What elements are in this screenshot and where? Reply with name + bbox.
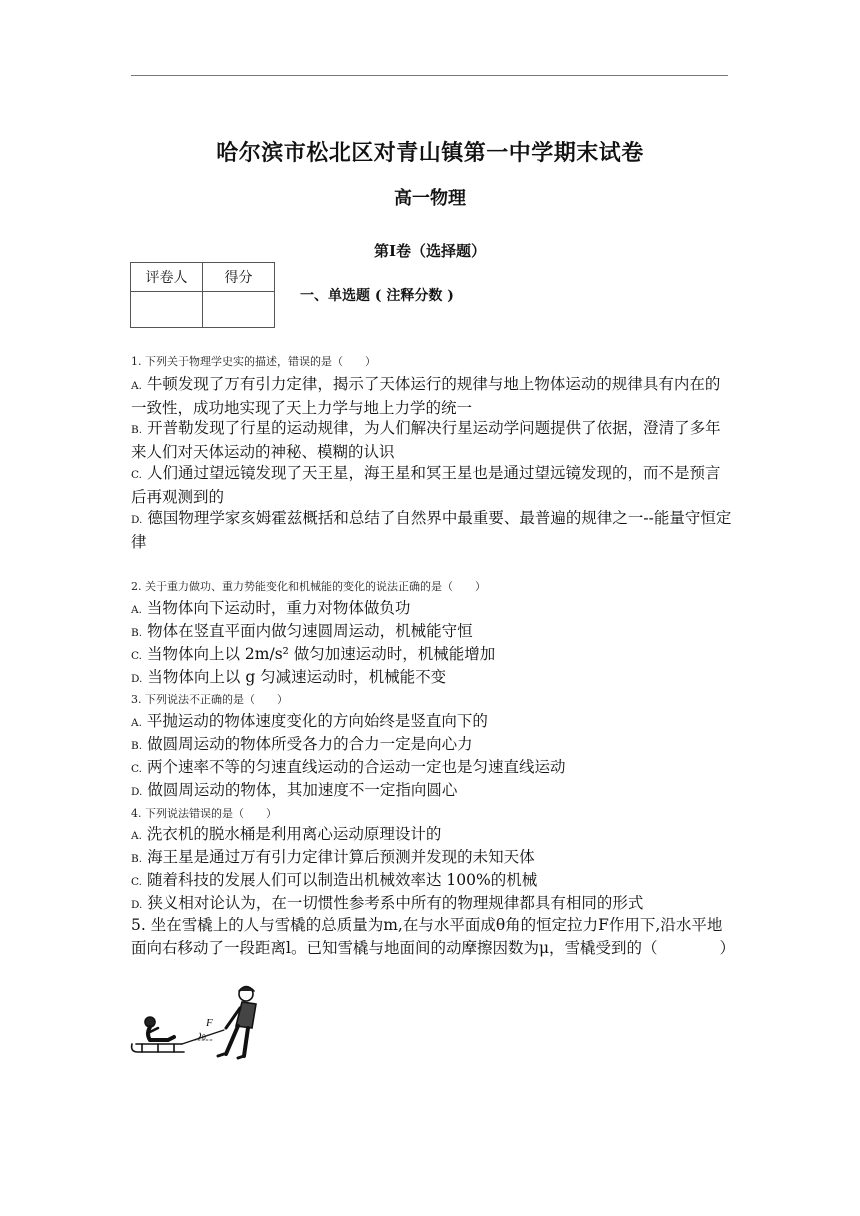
option-label: D.: [131, 899, 143, 911]
question-1-option-b: [131, 417, 733, 463]
section-title: 一、单选题 ( 注释分数 ): [300, 288, 454, 304]
score-header: 得分: [203, 263, 275, 292]
option-label: A.: [131, 717, 142, 729]
question-3-option-c: [131, 756, 733, 780]
question-3-stem: 3. 下列说法不正确的是（ ）: [131, 693, 288, 706]
option-text: 平抛运动的物体速度变化的方向始终是竖直向下的: [146, 712, 488, 730]
option-text: 海王星是通过万有引力定律计算后预测并发现的未知天体: [147, 848, 535, 866]
option-label: B.: [131, 853, 143, 865]
option-label: C.: [131, 876, 142, 888]
question-1-option-c: [131, 462, 733, 508]
exam-title: 哈尔滨市松北区对青山镇第一中学期末试卷: [216, 140, 644, 166]
grader-header: 评卷人: [131, 263, 203, 292]
question-2-stem: 2. 关于重力做功、重力势能变化和机械能的变化的说法正确的是（ ）: [131, 580, 486, 593]
question-3-option-d: [131, 779, 733, 803]
question-4-option-a: [131, 823, 733, 847]
option-label: A.: [131, 830, 142, 842]
sled-illustration: [132, 987, 256, 1059]
option-text: 人们通过望远镜发现了天王星，海王星和冥王星也是通过望远镜发现的，而不是预言后再观测到的: [131, 464, 721, 506]
question-4-stem: 4. 下列说法错误的是（ ）: [131, 807, 277, 820]
option-text: 做圆周运动的物体，其加速度不一定指向圆心: [147, 781, 458, 799]
question-2-option-c: [131, 643, 733, 667]
question-5-stem: 5. 坐在雪橇上的人与雪橇的总质量为m,在与水平面成θ角的恒定拉力F作用下,沿水平地面向右移动了一段距离l。已知雪橇与地面间的动摩擦因数为μ，雪橇受到的（ ）: [131, 916, 736, 957]
question-3-option-b: [131, 733, 733, 757]
option-label: B.: [131, 627, 143, 639]
option-text: 随着科技的发展人们可以制造出机械效率达 100%的机械: [147, 871, 538, 889]
question-1-stem: 1. 下列关于物理学史实的描述，错误的是（ ）: [131, 355, 376, 368]
question-4-option-c: [131, 869, 733, 893]
question-2-option-a: [131, 597, 733, 621]
option-text: 狭义相对论认为，在一切惯性参考系中所有的物理规律都具有相同的形式: [147, 894, 644, 912]
question-4-option-b: [131, 846, 733, 870]
grader-cell: [131, 292, 203, 328]
angle-label: θ: [202, 1033, 206, 1042]
option-label: B.: [131, 740, 143, 752]
option-label: D.: [131, 786, 143, 798]
option-label: C.: [131, 469, 142, 481]
score-cell: [203, 292, 275, 328]
question-4-option-d: [131, 892, 733, 916]
option-text: 德国物理学家亥姆霍兹概括和总结了自然界中最重要、最普遍的规律之一--能量守恒定律: [131, 509, 732, 551]
volume-heading: 第Ⅰ卷（选择题）: [373, 242, 487, 260]
option-label: A.: [131, 380, 142, 392]
option-label: C.: [131, 650, 142, 662]
question-2-option-d: [131, 666, 733, 690]
option-text: 两个速率不等的匀速直线运动的合运动一定也是匀速直线运动: [147, 758, 566, 776]
header-rule: [131, 75, 728, 76]
question-1-option-a: [131, 373, 733, 419]
option-text: 牛顿发现了万有引力定律，揭示了天体运行的规律与地上物体运动的规律具有内在的一致性，成功地实现了天上力学与地上力学的统一: [131, 375, 721, 417]
option-text: 开普勒发现了行星的运动规律，为人们解决行星运动学问题提供了依据，澄清了多年来人们对天体运动的神秘、模糊的认识: [131, 419, 721, 461]
option-label: D.: [131, 673, 143, 685]
sled-figure: [128, 982, 278, 1072]
option-text: 做圆周运动的物体所受各力的合力一定是向心力: [147, 735, 473, 753]
force-label: F: [206, 1017, 213, 1029]
option-label: B.: [131, 424, 143, 436]
option-text: 当物体向下运动时，重力对物体做负功: [146, 599, 411, 617]
score-table: [130, 262, 275, 328]
option-label: C.: [131, 763, 142, 775]
option-text: 当物体向上以 2m/s² 做匀加速运动时，机械能增加: [147, 645, 496, 663]
option-label: A.: [131, 604, 142, 616]
option-label: D.: [131, 514, 143, 526]
question-1-option-d: [131, 507, 733, 553]
exam-subtitle: 高一物理: [394, 188, 466, 209]
option-text: 当物体向上以 g 匀减速运动时，机械能不变: [147, 668, 447, 686]
question-2-option-b: [131, 620, 733, 644]
option-text: 物体在竖直平面内做匀速圆周运动，机械能守恒: [147, 622, 473, 640]
option-text: 洗衣机的脱水桶是利用离心运动原理设计的: [146, 825, 442, 843]
question-3-option-a: [131, 710, 733, 734]
